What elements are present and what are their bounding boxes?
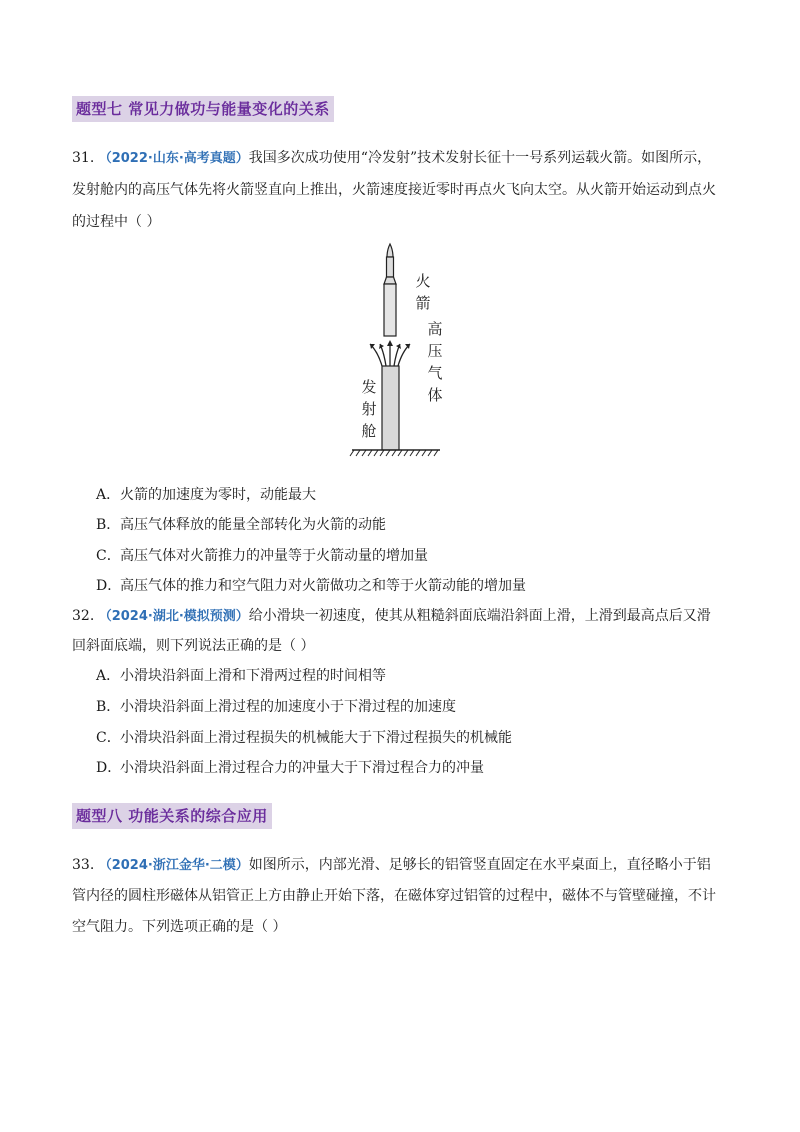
option-32-a: A．小滑块沿斜面上滑和下滑两过程的时间相等 xyxy=(96,668,386,684)
question-source: （2022·山东·高考真题） xyxy=(98,151,249,166)
question-text: 我国多次成功使用“冷发射”技术发射长征十一号系列运载火箭。如图所示， xyxy=(248,150,712,166)
question-31-line-1 xyxy=(72,148,732,169)
section-header-8: 题型八 功能关系的综合应用 xyxy=(72,803,272,829)
question-31-line-2: 发射舱内的高压气体先将火箭竖直向上推出，火箭速度接近零时再点火飞向太空。从火箭开始运动到点火 xyxy=(72,182,716,198)
option-31-b: B．高压气体释放的能量全部转化为火箭的动能 xyxy=(96,517,386,533)
question-31-line-3: 的过程中（ ） xyxy=(72,214,161,230)
rocket-launch-figure xyxy=(340,240,480,465)
question-33-line-2: 管内径的圆柱形磁体从铝管正上方由静止开始下落，在磁体穿过铝管的过程中，磁体不与管壁碰撞，不计 xyxy=(72,888,716,904)
question-text: 如图所示，内部光滑、足够长的铝管竖直固定在水平桌面上，直径略小于铝 xyxy=(248,857,711,873)
question-source: （2024·湖北·模拟预测） xyxy=(98,609,249,624)
option-31-d: D．高压气体的推力和空气阻力对火箭做功之和等于火箭动能的增加量 xyxy=(96,578,526,594)
option-32-b: B．小滑块沿斜面上滑过程的加速度小于下滑过程的加速度 xyxy=(96,699,456,715)
question-33-line-3: 空气阻力。下列选项正确的是（ ） xyxy=(72,919,287,935)
option-32-c: C．小滑块沿斜面上滑过程损失的机械能大于下滑过程损失的机械能 xyxy=(96,730,512,746)
launch-chamber-shape xyxy=(382,366,399,450)
option-31-c: C．高压气体对火箭推力的冲量等于火箭动量的增加量 xyxy=(96,548,428,564)
ground-hatching xyxy=(350,450,438,456)
question-source: （2024·浙江金华·二模） xyxy=(98,858,249,873)
option-32-d: D．小滑块沿斜面上滑过程合力的冲量大于下滑过程合力的冲量 xyxy=(96,760,484,776)
high-pressure-gas-label: 高 压 气 体 xyxy=(427,320,443,404)
rocket-shape xyxy=(384,244,396,336)
launch-chamber-label: 发 射 舱 xyxy=(361,378,377,440)
section-header-7: 题型七 常见力做功与能量变化的关系 xyxy=(72,96,334,122)
question-32-line-2: 回斜面底端，则下列说法正确的是（ ） xyxy=(72,638,315,654)
question-text: 给小滑块一初速度，使其从粗糙斜面底端沿斜面上滑，上滑到最高点后又滑 xyxy=(248,608,711,624)
rocket-label: 火 箭 xyxy=(415,272,431,312)
question-32-line-1 xyxy=(72,606,732,627)
question-number: 32. xyxy=(72,608,95,624)
question-33-line-1 xyxy=(72,855,732,876)
option-31-a: A．火箭的加速度为零时，动能最大 xyxy=(96,487,316,503)
question-number: 33. xyxy=(72,857,95,873)
question-number: 31. xyxy=(72,150,95,166)
